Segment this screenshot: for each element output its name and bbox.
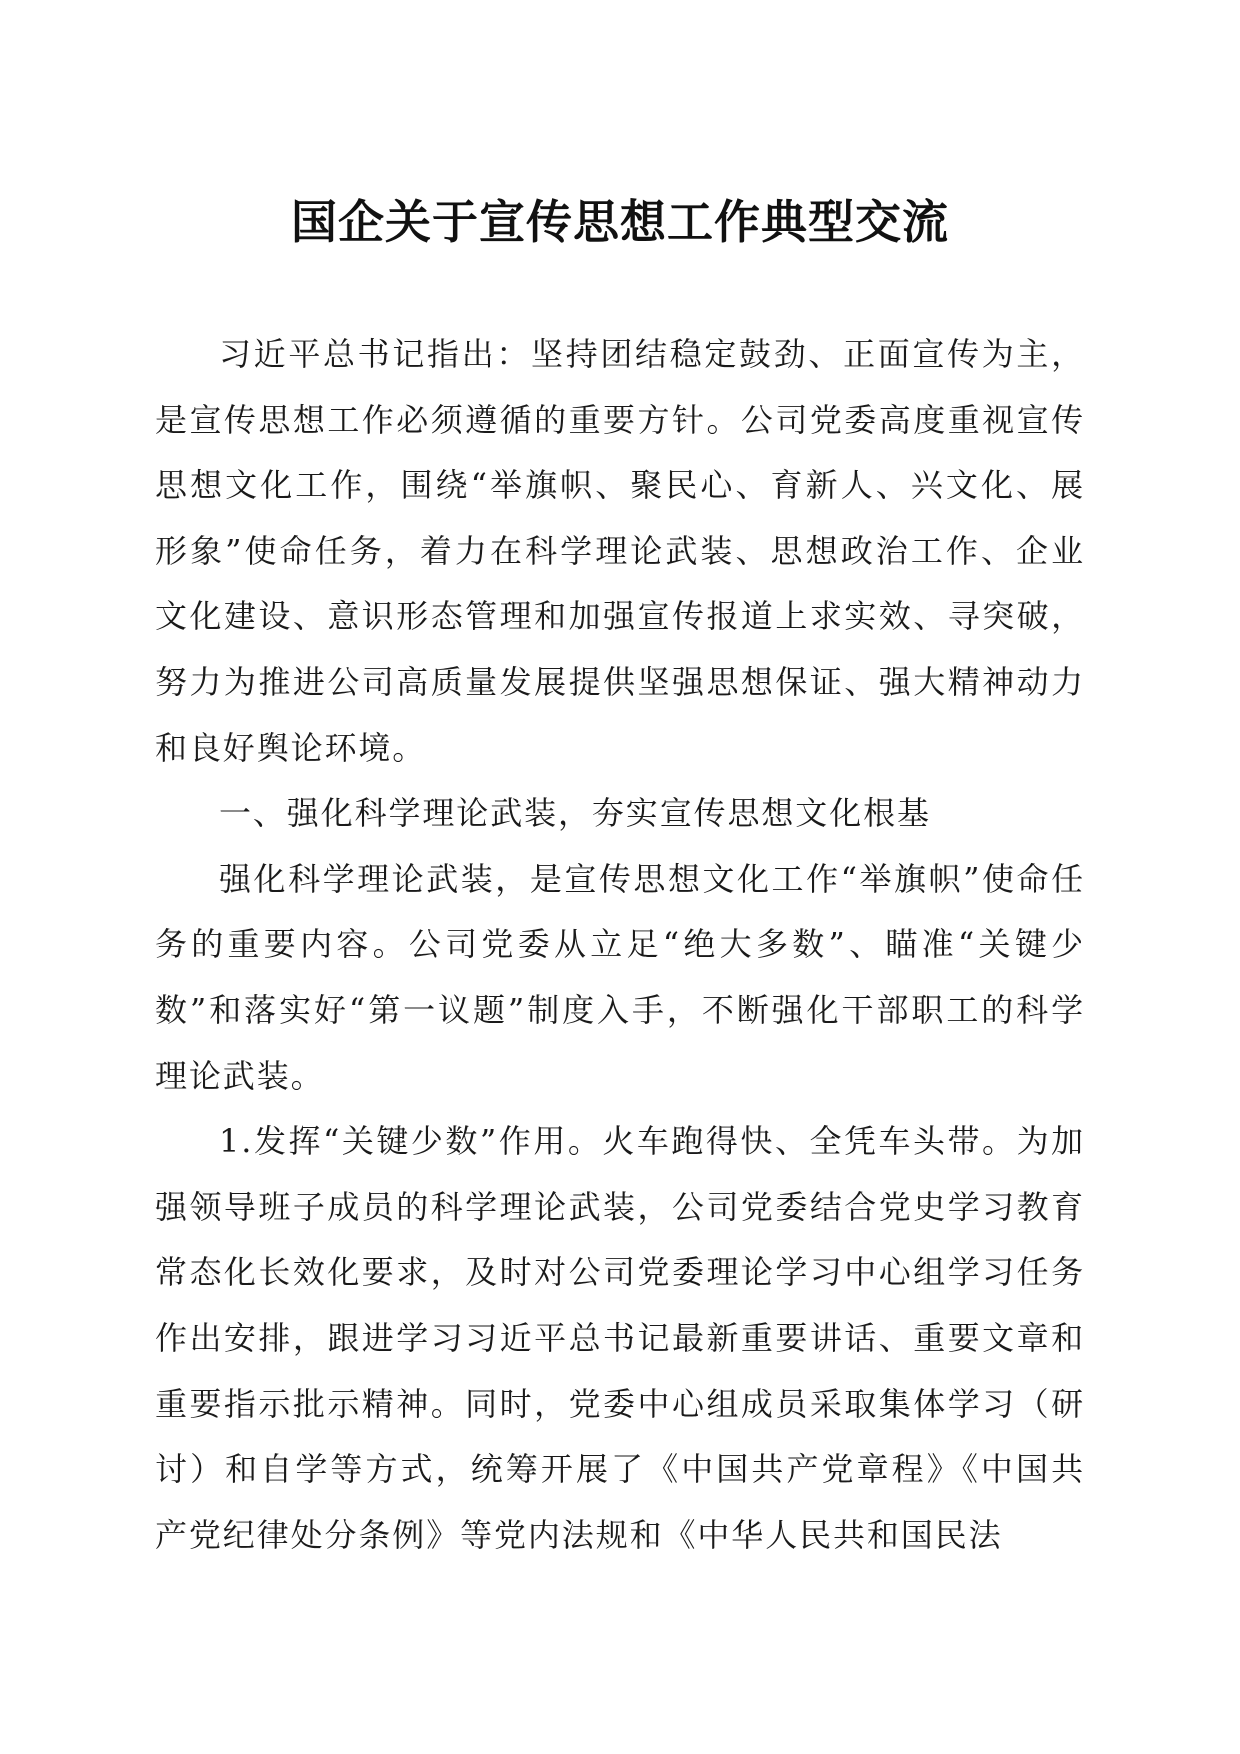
section-1-paragraph: 强化科学理论武装，是宣传思想文化工作“举旗帜”使命任务的重要内容。公司党委从立足“绝大多数”、瞄准“关键少数”和落实好“第一议题”制度入手，不断强化干部职工的科学理论武装。 <box>155 859 1085 1095</box>
document-title: 国企关于宣传思想工作典型交流 <box>291 195 949 249</box>
intro-paragraph: 习近平总书记指出：坚持团结稳定鼓劲、正面宣传为主，是宣传思想工作必须遵循的重要方针。公司党委高度重视宣传思想文化工作，围绕“举旗帜、聚民心、育新人、兴文化、展形象”使命任务，着力在科学理论武装、思想政治工作、企业文化建设、意识形态管理和加强宣传报道上求实效、寻突破，努力为推进公司高质量发展提供坚强思想保证、强大精神动力和良好舆论环境。 <box>155 335 1085 767</box>
document-body <box>155 322 1085 1568</box>
subsection-1-paragraph: 1.发挥“关键少数”作用。火车跑得快、全凭车头带。为加强领导班子成员的科学理论武装，公司党委结合党史学习教育常态化长效化要求，及时对公司党委理论学习中心组学习任务作出安排，跟进学习习近平总书记最新重要讲话、重要文章和重要指示批示精神。同时，党委中心组成员采取集体学习（研讨）和自学等方式，统筹开展了《中国共产党章程》《中国共产党纪律处分条例》等党内法规和《中华人民共和国民法 <box>155 1122 1085 1554</box>
section-heading-1: 一、强化科学理论武装，夯实宣传思想文化根基 <box>219 794 931 833</box>
